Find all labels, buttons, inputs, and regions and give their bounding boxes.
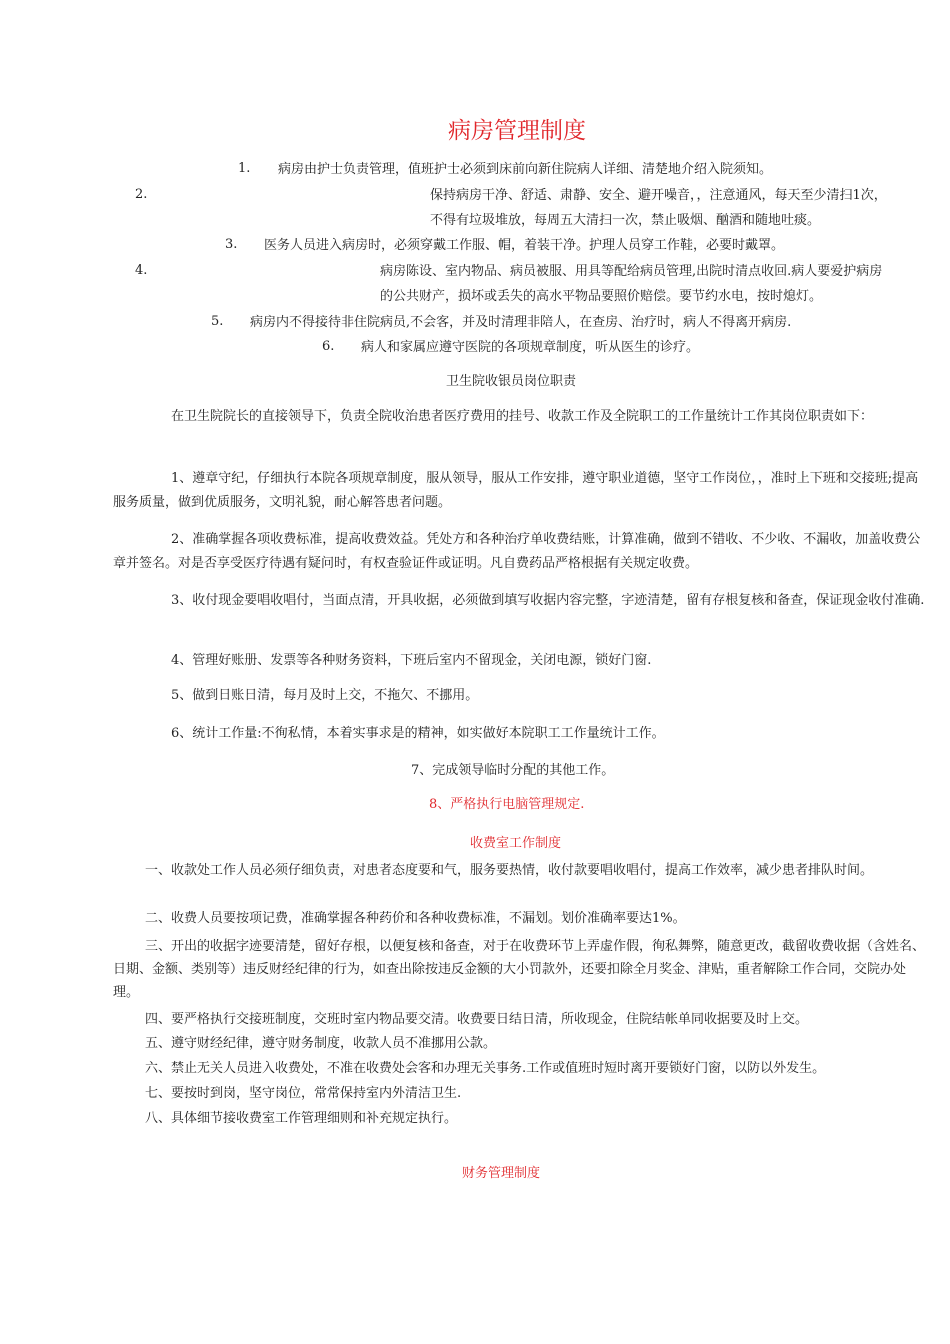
list-item-number: 6. [322,339,335,354]
section-title: 收费室工作制度 [470,836,562,851]
list-item: 四、要严格执行交接班制度，交班时室内物品要交清。收费要日结日清，所收现金，住院结帐单同收据要及时上交。 [145,1012,809,1027]
list-item: 三、开出的收据字迹要清楚，留好存根，以便复核和备查，对于在收费环节上弄虚作假，徇私舞弊，随意更改，截留收费收据（含姓名、日期、金额、类别等）违反财经纪律的行为，如查出除按违反金额的大小罚款外，还要扣除全月奖金、津贴，重者解除工作合同，交院办处理。 [113,939,926,1000]
list-item: 病房内不得接待非住院病员,不会客，并及时清理非陪人，在查房、治疗时，病人不得离开病房. [250,315,792,330]
list-item: 4、管理好账册、发票等各种财务资料，下班后室内不留现金，关闭电源，锁好门窗. [171,653,652,668]
list-item: 六、禁止无关人员进入收费处，不准在收费处会客和办理无关事务.工作或值班时短时离开要锁好门窗，以防以外发生。 [145,1061,826,1076]
paragraph: 在卫生院院长的直接领导下，负责全院收治患者医疗费用的挂号、收款工作及全院职工的工作量统计工作其岗位职责如下： [171,409,874,424]
list-item-number: 2. [135,187,148,202]
list-item: 病房由护士负责管理，值班护士必须到床前向新住院病人详细、清楚地介绍入院须知。 [278,162,773,177]
list-item: 医务人员进入病房时，必须穿戴工作服、帽，着装干净。护理人员穿工作鞋，必要时戴罩。 [264,238,785,253]
list-item: 保持病房干净、舒适、肃静、安全、避开噪音，，注意通风，每天至少清扫1次， [430,188,887,203]
list-item-number: 3. [225,237,238,252]
list-item-highlight: 8、严格执行电脑管理规定. [429,797,585,812]
list-item-continuation: 不得有垃圾堆放，每周五大清扫一次，禁止吸烟、酗酒和随地吐痰。 [430,213,821,228]
list-item-continuation: 的公共财产，损坏或丢失的高水平物品要照价赔偿。要节约水电，按时熄灯。 [380,289,823,304]
list-item: 6、统计工作量:不徇私情，本着实事求是的精神，如实做好本院职工工作量统计工作。 [171,726,665,741]
list-item: 八、具体细节接收费室工作管理细则和补充规定执行。 [145,1111,458,1126]
list-item: 病人和家属应遵守医院的各项规章制度，听从医生的诊疗。 [361,340,700,355]
list-item-number: 5. [211,314,224,329]
list-item: 5、做到日账日清，每月及时上交，不拖欠、不挪用。 [171,688,479,703]
list-item-number: 4. [135,263,148,278]
list-item: 一、收款处工作人员必须仔细负责，对患者态度要和气，服务要热情，收付款要唱收唱付，提高工作效率，减少患者排队时间。 [145,863,874,878]
list-item: 二、收费人员要按项记费，准确掌握各种药价和各种收费标准，不漏划。划价准确率要达1%。 [145,911,686,926]
section-title: 财务管理制度 [462,1166,541,1181]
section-title: 卫生院收银员岗位职责 [446,374,577,389]
list-item: 1、遵章守纪，仔细执行本院各项规章制度，服从领导，服从工作安排，遵守职业道德，坚守工作岗位，，准时上下班和交接班;提高服务质量，做到优质服务，文明礼貌，耐心解答患者问题。 [113,471,919,510]
list-item: 病房陈设、室内物品、病员被服、用具等配给病员管理,出院时清点收回.病人要爱护病房 [380,264,883,279]
list-item: 7、完成领导临时分配的其他工作。 [411,763,615,778]
list-item-number: 1. [238,161,251,176]
list-item: 3、收付现金要唱收唱付，当面点清，开具收据，必须做到填写收据内容完整，字迹清楚，留有存根复核和备查，保证现金收付准确. [171,593,925,608]
list-item: 2、准确掌握各项收费标准，提高收费效益。凭处方和各种治疗单收费结账，计算准确，做到不错收、不少收、不漏收，加盖收费公章并签名。对是否享受医疗待遇有疑问时，有权查验证件或证明。凡自费药品严格根据有关规定收费。 [113,532,921,571]
list-item: 五、遵守财经纪律，遵守财务制度，收款人员不准挪用公款。 [145,1036,497,1051]
page-title: 病房管理制度 [448,118,586,144]
list-item: 七、要按时到岗，坚守岗位，常常保持室内外清洁卫生. [145,1086,462,1101]
